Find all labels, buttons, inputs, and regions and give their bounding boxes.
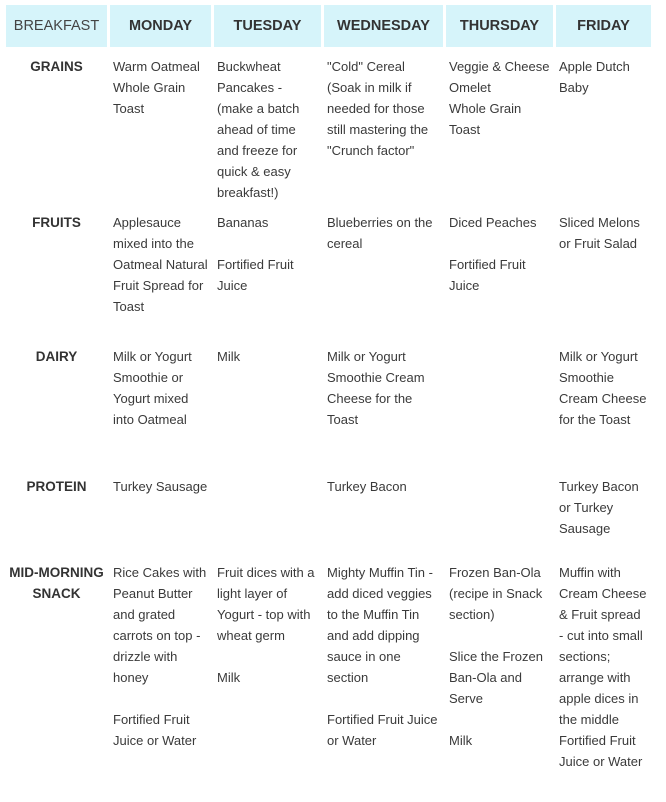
- cell-text: Veggie & Cheese Omelet: [449, 59, 550, 95]
- cell-text: Rice Cakes with Peanut Butter and grated carrots on top - drizzle with honey: [113, 565, 207, 685]
- cell-text: Fruit dices with a light layer of Yogurt - top with wheat germ: [217, 565, 315, 643]
- cell-grains-monday: [110, 50, 211, 203]
- cell-fruits-monday: [110, 206, 211, 337]
- cell-text: Slice the Frozen Ban-Ola and Serve: [449, 649, 543, 706]
- cell-text: Fortified Fruit Juice or Water: [113, 712, 197, 748]
- cell-dairy-wednesday: [324, 340, 443, 467]
- cell-protein-thursday: [446, 470, 553, 553]
- cell-text: Milk: [217, 670, 241, 685]
- row-fruits: [6, 206, 651, 337]
- cell-text: Fortified Fruit Juice: [217, 257, 294, 293]
- row-label-mid-morning-snack: MID-MORNING SNACK: [9, 565, 104, 601]
- cell-snack-thursday: [446, 556, 553, 794]
- day-header-monday: MONDAY: [110, 5, 211, 47]
- cell-text: Fortified Fruit Juice or Water: [327, 712, 438, 748]
- cell-protein-wednesday: [324, 470, 443, 553]
- cell-dairy-monday: [110, 340, 211, 467]
- cell-dairy-thursday: [446, 340, 553, 467]
- cell-text: Fortified Fruit Juice: [449, 257, 526, 293]
- cell-text: Mighty Muffin Tin - add diced veggies to the Muffin Tin and add dipping sauce in one section: [327, 565, 433, 685]
- cell-grains-wednesday: [324, 50, 443, 203]
- cell-text: Muffin with Cream Cheese & Fruit spread - cut into small sections; arrange with apple dices in the middle Fortified Fruit Juice or Water: [559, 565, 647, 769]
- row-label-fruits: FRUITS: [32, 215, 81, 230]
- cell-protein-tuesday: [214, 470, 321, 553]
- cell-text: Blueberries on the cereal: [327, 215, 433, 251]
- row-protein: [6, 470, 651, 553]
- cell-fruits-wednesday: [324, 206, 443, 337]
- cell-text: Whole Grain Toast: [449, 101, 522, 137]
- cell-snack-tuesday: [214, 556, 321, 794]
- cell-text: Warm Oatmeal Whole Grain Toast: [113, 59, 200, 116]
- cell-text: Milk or Yogurt Smoothie Cream Cheese for the Toast: [559, 349, 647, 427]
- cell-grains-friday: [556, 50, 651, 203]
- cell-dairy-friday: [556, 340, 651, 467]
- cell-grains-thursday: [446, 50, 553, 203]
- cell-text: Bananas: [217, 215, 269, 230]
- row-dairy: [6, 340, 651, 467]
- cell-text: "Cold" Cereal (Soak in milk if needed for those still mastering the "Crunch factor": [327, 59, 429, 158]
- cell-text: Milk or Yogurt Smoothie or Yogurt mixed into Oatmeal: [113, 349, 192, 427]
- day-header-thursday: THURSDAY: [446, 5, 553, 47]
- cell-text: Applesauce mixed into the Oatmeal Natural Fruit Spread for Toast: [113, 215, 208, 314]
- cell-text: Turkey Sausage: [113, 479, 208, 494]
- cell-text: Milk or Yogurt Smoothie Cream Cheese for the Toast: [327, 349, 425, 427]
- cell-text: Milk: [449, 733, 473, 748]
- cell-text: Sliced Melons or Fruit Salad: [559, 215, 640, 251]
- cell-text: Milk: [217, 349, 241, 364]
- row-grains: [6, 50, 651, 203]
- cell-fruits-thursday: [446, 206, 553, 337]
- corner-header: BREAKFAST: [6, 5, 107, 47]
- day-header-tuesday: TUESDAY: [214, 5, 321, 47]
- day-header-wednesday: WEDNESDAY: [324, 5, 443, 47]
- cell-dairy-tuesday: [214, 340, 321, 467]
- cell-text: Diced Peaches: [449, 215, 537, 230]
- cell-grains-tuesday: [214, 50, 321, 203]
- cell-text: Frozen Ban-Ola (recipe in Snack section): [449, 565, 543, 622]
- cell-snack-monday: [110, 556, 211, 794]
- row-mid-morning-snack: [6, 556, 651, 794]
- row-label-grains: GRAINS: [30, 59, 83, 74]
- row-label-protein: PROTEIN: [26, 479, 87, 494]
- header-row: [6, 5, 651, 47]
- cell-snack-friday: [556, 556, 651, 794]
- breakfast-menu-table: [3, 2, 654, 797]
- cell-text: Buckwheat Pancakes - (make a batch ahead of time and freeze for quick & easy breakfast!): [217, 59, 300, 200]
- cell-protein-friday: [556, 470, 651, 553]
- cell-protein-monday: [110, 470, 211, 553]
- cell-fruits-tuesday: [214, 206, 321, 337]
- cell-snack-wednesday: [324, 556, 443, 794]
- cell-text: Turkey Bacon or Turkey Sausage: [559, 479, 639, 536]
- cell-fruits-friday: [556, 206, 651, 337]
- cell-text: Turkey Bacon: [327, 479, 407, 494]
- row-label-dairy: DAIRY: [35, 349, 78, 364]
- cell-text: Apple Dutch Baby: [559, 59, 630, 95]
- day-header-friday: FRIDAY: [556, 5, 651, 47]
